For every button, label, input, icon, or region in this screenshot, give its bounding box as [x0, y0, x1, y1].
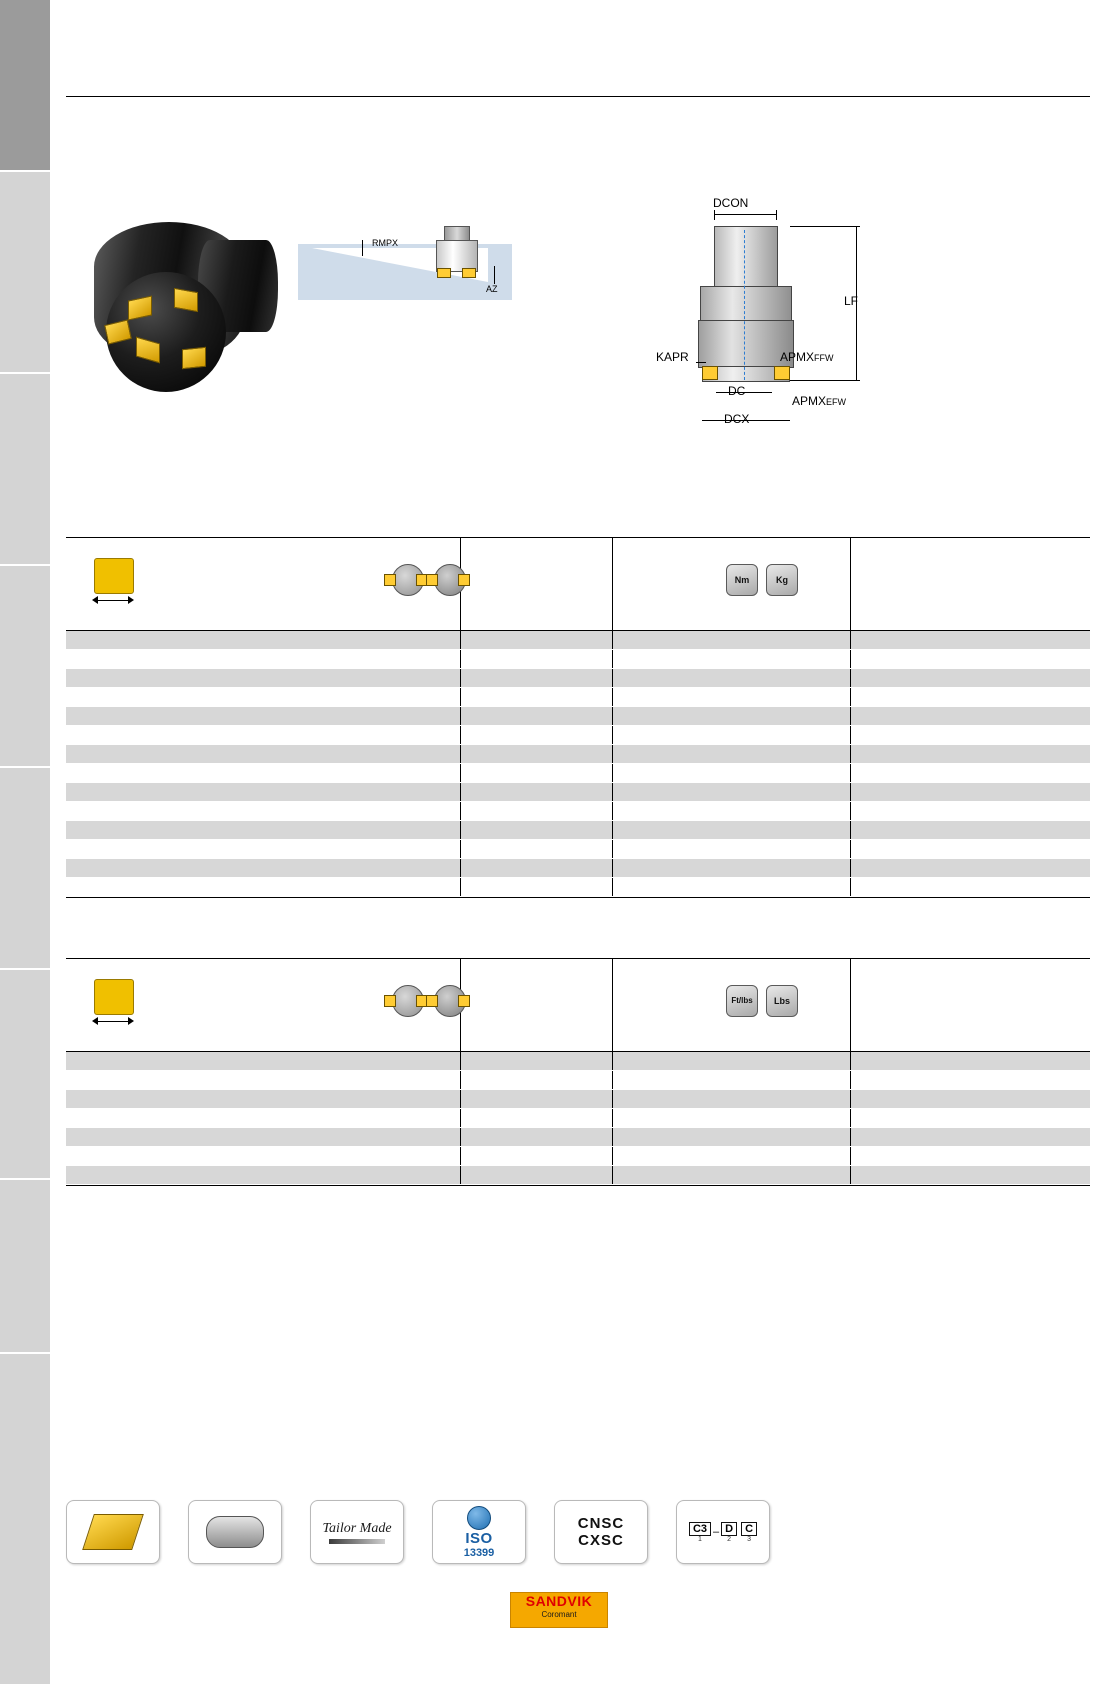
cell-col3 — [612, 726, 850, 744]
column-divider — [460, 1128, 461, 1146]
cell-col4 — [850, 802, 1090, 820]
coupling-code-sub-3: 3 — [747, 1535, 752, 1543]
cell-col3 — [612, 821, 850, 839]
sidebar-item-tab-3[interactable] — [0, 374, 50, 564]
axial-depth-label: AZ — [486, 284, 498, 294]
cell-col2 — [460, 1090, 612, 1108]
table-row[interactable] — [66, 821, 1090, 840]
column-divider — [612, 1166, 613, 1184]
column-divider — [850, 669, 851, 687]
coupling-code-part-1: C3 — [689, 1522, 711, 1536]
column-divider — [612, 859, 613, 877]
cell-col3 — [612, 1071, 850, 1089]
insert-code-line2: CXSC — [578, 1532, 624, 1549]
dc-label: DC — [728, 384, 746, 398]
cell-designation — [66, 650, 460, 668]
table-row[interactable] — [66, 764, 1090, 783]
sidebar-item-tab-2[interactable] — [0, 172, 50, 372]
column-divider — [612, 821, 613, 839]
cell-col4 — [850, 840, 1090, 858]
column-divider — [612, 840, 613, 858]
cell-col2 — [460, 840, 612, 858]
cell-designation — [66, 726, 460, 744]
column-divider — [612, 802, 613, 820]
column-divider — [460, 669, 461, 687]
cell-col3 — [612, 1052, 850, 1070]
torque-ftlbs-icon: Ft/lbs — [726, 985, 758, 1017]
table-row[interactable] — [66, 1090, 1090, 1109]
column-divider — [612, 1090, 613, 1108]
cell-designation — [66, 707, 460, 725]
cell-col2 — [460, 650, 612, 668]
column-divider — [850, 802, 851, 820]
tool-holder-icon[interactable] — [188, 1500, 282, 1564]
column-divider — [460, 859, 461, 877]
cell-col2 — [460, 1071, 612, 1089]
sidebar-item-tab-5[interactable] — [0, 768, 50, 968]
column-divider — [850, 707, 851, 725]
sidebar-item-tab-7[interactable] — [0, 1180, 50, 1352]
cell-designation — [66, 878, 460, 896]
apmx-ffw-label — [780, 350, 834, 364]
coupling-code-icon[interactable] — [676, 1500, 770, 1564]
column-divider — [850, 1109, 851, 1127]
weight-kg-icon: Kg — [766, 564, 798, 596]
cell-col3 — [612, 1166, 850, 1184]
cell-col3 — [612, 1128, 850, 1146]
cell-col4 — [850, 1128, 1090, 1146]
cell-col4 — [850, 669, 1090, 687]
cell-col3 — [612, 1147, 850, 1165]
column-divider — [850, 631, 851, 649]
square-insert-icon — [94, 979, 134, 1015]
cell-col4 — [850, 1071, 1090, 1089]
apmx-efw-text: APMX — [792, 394, 827, 408]
metric-table — [66, 537, 1090, 898]
table-row[interactable] — [66, 878, 1090, 897]
torque-nm-icon: Nm — [726, 564, 758, 596]
table-row[interactable] — [66, 859, 1090, 878]
sidebar-item-tab-1[interactable] — [0, 0, 50, 170]
column-divider — [850, 726, 851, 744]
coupling-code-part-3: C — [741, 1522, 757, 1536]
table-row[interactable] — [66, 726, 1090, 745]
tailor-made-label: Tailor Made — [322, 1520, 392, 1536]
header-divider — [66, 96, 1090, 97]
milling-cutter-photo — [70, 212, 270, 402]
cell-designation — [66, 802, 460, 820]
cell-col4 — [850, 1109, 1090, 1127]
cell-col4 — [850, 764, 1090, 782]
dimension-diagram — [640, 196, 900, 446]
dcon-label: DCON — [713, 196, 749, 210]
cell-col3 — [612, 650, 850, 668]
column-divider — [460, 821, 461, 839]
column-divider — [612, 631, 613, 649]
column-divider — [460, 650, 461, 668]
column-divider — [460, 802, 461, 820]
column-divider — [612, 1071, 613, 1089]
cell-col3 — [612, 688, 850, 706]
column-divider — [850, 745, 851, 763]
cell-col3 — [612, 745, 850, 763]
inch-table — [66, 958, 1090, 1186]
tailor-made-icon[interactable] — [310, 1500, 404, 1564]
cell-designation — [66, 1090, 460, 1108]
column-divider — [460, 878, 461, 896]
column-divider — [850, 1166, 851, 1184]
table-row[interactable] — [66, 1166, 1090, 1185]
inch-table-header — [66, 959, 1090, 1052]
cell-designation — [66, 859, 460, 877]
cell-designation — [66, 840, 460, 858]
apmx-ffw-subscript: FFW — [814, 353, 834, 363]
side-tab-column — [0, 0, 50, 1684]
cell-designation — [66, 1128, 460, 1146]
column-divider — [460, 1052, 461, 1070]
insert-size-arrow-icon — [92, 1017, 134, 1027]
table-row[interactable] — [66, 783, 1090, 802]
column-divider — [850, 1071, 851, 1089]
column-divider — [460, 764, 461, 782]
cell-col2 — [460, 707, 612, 725]
square-insert-icon — [94, 558, 134, 594]
apmx-efw-subscript: EFW — [826, 397, 847, 407]
lf-label: LF — [844, 294, 859, 308]
cell-col4 — [850, 783, 1090, 801]
cell-col2 — [460, 726, 612, 744]
coupling-code-sub-1: 1 — [698, 1535, 702, 1543]
column-divider — [850, 840, 851, 858]
cell-designation — [66, 1109, 460, 1127]
cell-col2 — [460, 821, 612, 839]
column-divider — [612, 1128, 613, 1146]
apmx-ffw-text: APMX — [780, 350, 815, 364]
column-divider — [460, 1109, 461, 1127]
sidebar-item-tab-8[interactable] — [0, 1354, 50, 1684]
cell-col4 — [850, 1166, 1090, 1184]
column-divider — [460, 840, 461, 858]
apmx-efw-label — [792, 394, 846, 408]
cell-col4 — [850, 1147, 1090, 1165]
column-divider — [612, 707, 613, 725]
table-row[interactable] — [66, 1052, 1090, 1071]
column-divider — [612, 878, 613, 896]
table-row[interactable] — [66, 1071, 1090, 1090]
cell-col2 — [460, 669, 612, 687]
cell-col4 — [850, 631, 1090, 649]
cell-col4 — [850, 859, 1090, 877]
cell-col2 — [460, 1109, 612, 1127]
coupling-code-sub-2: 2 — [727, 1535, 732, 1543]
cell-col3 — [612, 859, 850, 877]
column-divider — [460, 745, 461, 763]
column-divider — [460, 707, 461, 725]
column-divider — [850, 859, 851, 877]
cell-col3 — [612, 802, 850, 820]
cell-designation — [66, 688, 460, 706]
cell-col3 — [612, 764, 850, 782]
column-divider — [850, 821, 851, 839]
sidebar-item-tab-4[interactable] — [0, 566, 50, 766]
column-divider — [460, 688, 461, 706]
logo-sub: Coromant — [541, 1610, 577, 1619]
cell-col2 — [460, 1128, 612, 1146]
column-divider — [460, 1090, 461, 1108]
column-divider — [612, 1052, 613, 1070]
table-row[interactable] — [66, 631, 1090, 650]
iso-label: ISO — [465, 1529, 493, 1547]
footer-icon-strip — [66, 1500, 1090, 1572]
cell-col3 — [612, 783, 850, 801]
coupling-code-dash: – — [713, 1526, 720, 1538]
table-row[interactable] — [66, 840, 1090, 859]
insert-icon[interactable] — [66, 1500, 160, 1564]
cell-col3 — [612, 878, 850, 896]
cell-col3 — [612, 1090, 850, 1108]
cell-col2 — [460, 878, 612, 896]
cell-col2 — [460, 764, 612, 782]
ramping-diagram — [298, 226, 512, 300]
column-divider — [850, 1147, 851, 1165]
cell-col2 — [460, 783, 612, 801]
cell-designation — [66, 783, 460, 801]
sandvik-coromant-logo — [510, 1592, 608, 1628]
column-divider — [612, 726, 613, 744]
column-divider — [850, 688, 851, 706]
cell-col2 — [460, 1052, 612, 1070]
cell-col2 — [460, 688, 612, 706]
column-divider — [850, 764, 851, 782]
cell-col4 — [850, 745, 1090, 763]
column-divider — [850, 783, 851, 801]
cell-col3 — [612, 840, 850, 858]
cell-col3 — [612, 669, 850, 687]
cell-designation — [66, 821, 460, 839]
column-divider — [612, 688, 613, 706]
cell-col3 — [612, 631, 850, 649]
column-divider — [850, 1128, 851, 1146]
cell-col4 — [850, 821, 1090, 839]
cell-designation — [66, 1147, 460, 1165]
dcx-label: DCX — [724, 412, 750, 426]
sidebar-item-tab-6[interactable] — [0, 970, 50, 1178]
iso-13399-icon[interactable] — [432, 1500, 526, 1564]
column-divider — [850, 650, 851, 668]
cell-col3 — [612, 1109, 850, 1127]
column-divider — [612, 783, 613, 801]
column-divider — [612, 1147, 613, 1165]
column-divider — [612, 745, 613, 763]
column-divider — [612, 650, 613, 668]
cell-col4 — [850, 650, 1090, 668]
metric-table-header — [66, 538, 1090, 631]
column-divider — [460, 1166, 461, 1184]
cell-col4 — [850, 1090, 1090, 1108]
table-row[interactable] — [66, 1109, 1090, 1128]
column-divider — [850, 878, 851, 896]
coupling-code-part-2: D — [721, 1522, 737, 1536]
cell-col4 — [850, 1052, 1090, 1070]
insert-code-icon[interactable] — [554, 1500, 648, 1564]
cell-col2 — [460, 859, 612, 877]
cell-col2 — [460, 745, 612, 763]
cell-designation — [66, 1166, 460, 1184]
weight-lbs-icon: Lbs — [766, 985, 798, 1017]
cell-designation — [66, 1071, 460, 1089]
table-row[interactable] — [66, 650, 1090, 669]
kapr-label: KAPR — [656, 350, 689, 364]
column-divider — [612, 669, 613, 687]
iso-number: 13399 — [463, 1546, 495, 1559]
column-divider — [460, 1147, 461, 1165]
column-divider — [850, 1090, 851, 1108]
table-row[interactable] — [66, 802, 1090, 821]
cell-col4 — [850, 726, 1090, 744]
cell-designation — [66, 764, 460, 782]
logo-brand: SANDVIK — [525, 1593, 593, 1609]
column-divider — [460, 1071, 461, 1089]
table-row[interactable] — [66, 707, 1090, 726]
table-row[interactable] — [66, 669, 1090, 688]
cell-designation — [66, 1052, 460, 1070]
cell-col4 — [850, 688, 1090, 706]
cell-col2 — [460, 802, 612, 820]
column-divider — [460, 726, 461, 744]
cell-col2 — [460, 631, 612, 649]
table-row[interactable] — [66, 745, 1090, 764]
column-divider — [850, 1052, 851, 1070]
cell-col4 — [850, 878, 1090, 896]
insert-size-arrow-icon — [92, 596, 134, 606]
cell-designation — [66, 745, 460, 763]
ramping-angle-label: RMPX — [372, 238, 399, 248]
table-row[interactable] — [66, 1147, 1090, 1166]
column-divider — [612, 1109, 613, 1127]
table-row[interactable] — [66, 688, 1090, 707]
column-divider — [460, 783, 461, 801]
column-divider — [612, 764, 613, 782]
table-row[interactable] — [66, 1128, 1090, 1147]
cell-designation — [66, 631, 460, 649]
cell-designation — [66, 669, 460, 687]
cell-col2 — [460, 1166, 612, 1184]
cell-col4 — [850, 707, 1090, 725]
column-divider — [460, 631, 461, 649]
insert-code-line1: CNSC — [577, 1515, 625, 1532]
cell-col3 — [612, 707, 850, 725]
cell-col2 — [460, 1147, 612, 1165]
